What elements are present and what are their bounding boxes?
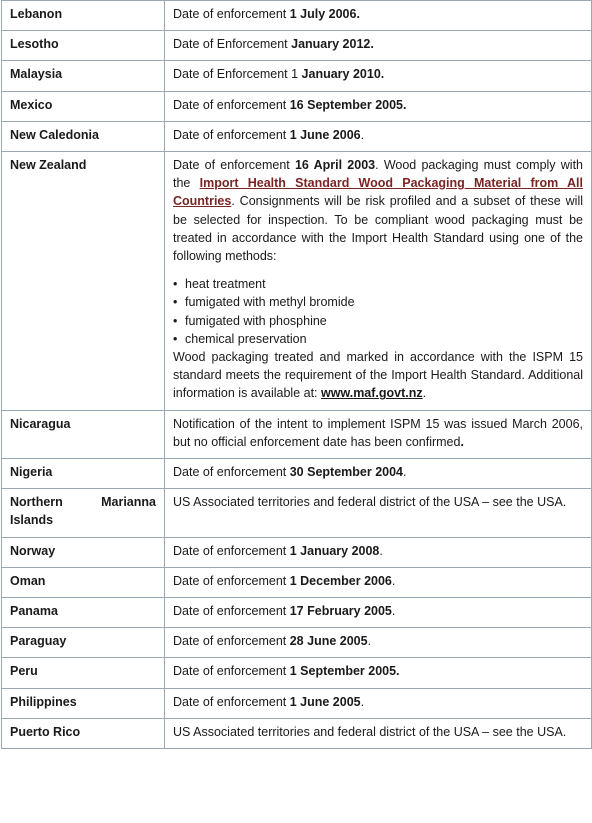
treatment-methods-list — [173, 275, 583, 348]
table-row — [2, 688, 592, 718]
country-name: Puerto Rico — [2, 718, 165, 748]
enforcement-info: Date of enforcement 1 July 2006. — [165, 1, 592, 31]
maf-website-link[interactable]: www.maf.govt.nz — [321, 386, 423, 401]
country-name: Nicaragua — [2, 410, 165, 458]
country-name: New Caledonia — [2, 121, 165, 151]
list-item: • chemical preservation — [173, 330, 583, 348]
country-enforcement-table — [1, 0, 592, 749]
country-name: Malaysia — [2, 61, 165, 91]
list-item: • heat treatment — [173, 275, 583, 293]
table-row — [2, 628, 592, 658]
table-row — [2, 567, 592, 597]
list-item: • fumigated with methyl bromide — [173, 293, 583, 311]
country-name: Philippines — [2, 688, 165, 718]
country-name: Oman — [2, 567, 165, 597]
enforcement-info: Notification of the intent to implement ISPM 15 was issued March 2006, but no official enforcement date has been confirmed. — [165, 410, 592, 458]
enforcement-info: Date of Enforcement 1 January 2010. — [165, 61, 592, 91]
table-row — [2, 61, 592, 91]
table-row — [2, 121, 592, 151]
country-name: Lebanon — [2, 1, 165, 31]
enforcement-info: Date of enforcement 17 February 2005. — [165, 598, 592, 628]
country-name: Nigeria — [2, 459, 165, 489]
table-row — [2, 91, 592, 121]
enforcement-info: Date of enforcement 28 June 2005. — [165, 628, 592, 658]
country-name: Lesotho — [2, 31, 165, 61]
enforcement-info: Date of enforcement 1 June 2006. — [165, 121, 592, 151]
enforcement-info: Date of enforcement 16 September 2005. — [165, 91, 592, 121]
country-name: Norway — [2, 537, 165, 567]
enforcement-info: US Associated territories and federal district of the USA – see the USA. — [165, 718, 592, 748]
country-name: Paraguay — [2, 628, 165, 658]
nz-closing: Wood packaging treated and marked in accordance with the ISPM 15 standard meets the requirement of the Import Health Standard. Additional information is available at: www.maf.govt.nz. — [173, 350, 583, 401]
nz-intro: Date of enforcement 16 April 2003. Wood packaging must comply with the Import Health Standard Wood Packaging Material from All Countries. Consignments will be risk profiled and a subset of these will be selected for inspection. To be compliant wood packaging must be treated in accordance with the Import Health Standard using one of the following methods: — [173, 158, 583, 264]
enforcement-info — [165, 152, 592, 411]
list-item: • fumigated with phosphine — [173, 312, 583, 330]
enforcement-info: US Associated territories and federal district of the USA – see the USA. — [165, 489, 592, 537]
table-row — [2, 489, 592, 537]
country-name: Mexico — [2, 91, 165, 121]
table-row — [2, 31, 592, 61]
enforcement-info: Date of Enforcement January 2012. — [165, 31, 592, 61]
country-name: Peru — [2, 658, 165, 688]
table-row — [2, 152, 592, 411]
country-name: New Zealand — [2, 152, 165, 411]
table-row — [2, 658, 592, 688]
import-health-standard-link[interactable]: Import Health Standard Wood Packaging Material from All Countries — [173, 176, 583, 209]
table-row — [2, 410, 592, 458]
table-row — [2, 537, 592, 567]
enforcement-info: Date of enforcement 1 January 2008. — [165, 537, 592, 567]
table-row — [2, 718, 592, 748]
enforcement-info: Date of enforcement 1 June 2005. — [165, 688, 592, 718]
enforcement-info: Date of enforcement 30 September 2004. — [165, 459, 592, 489]
table-row — [2, 1, 592, 31]
table-row — [2, 459, 592, 489]
enforcement-info: Date of enforcement 1 December 2006. — [165, 567, 592, 597]
country-name: Northern Marianna Islands — [2, 489, 165, 537]
country-name: Panama — [2, 598, 165, 628]
table-row — [2, 598, 592, 628]
enforcement-info: Date of enforcement 1 September 2005. — [165, 658, 592, 688]
